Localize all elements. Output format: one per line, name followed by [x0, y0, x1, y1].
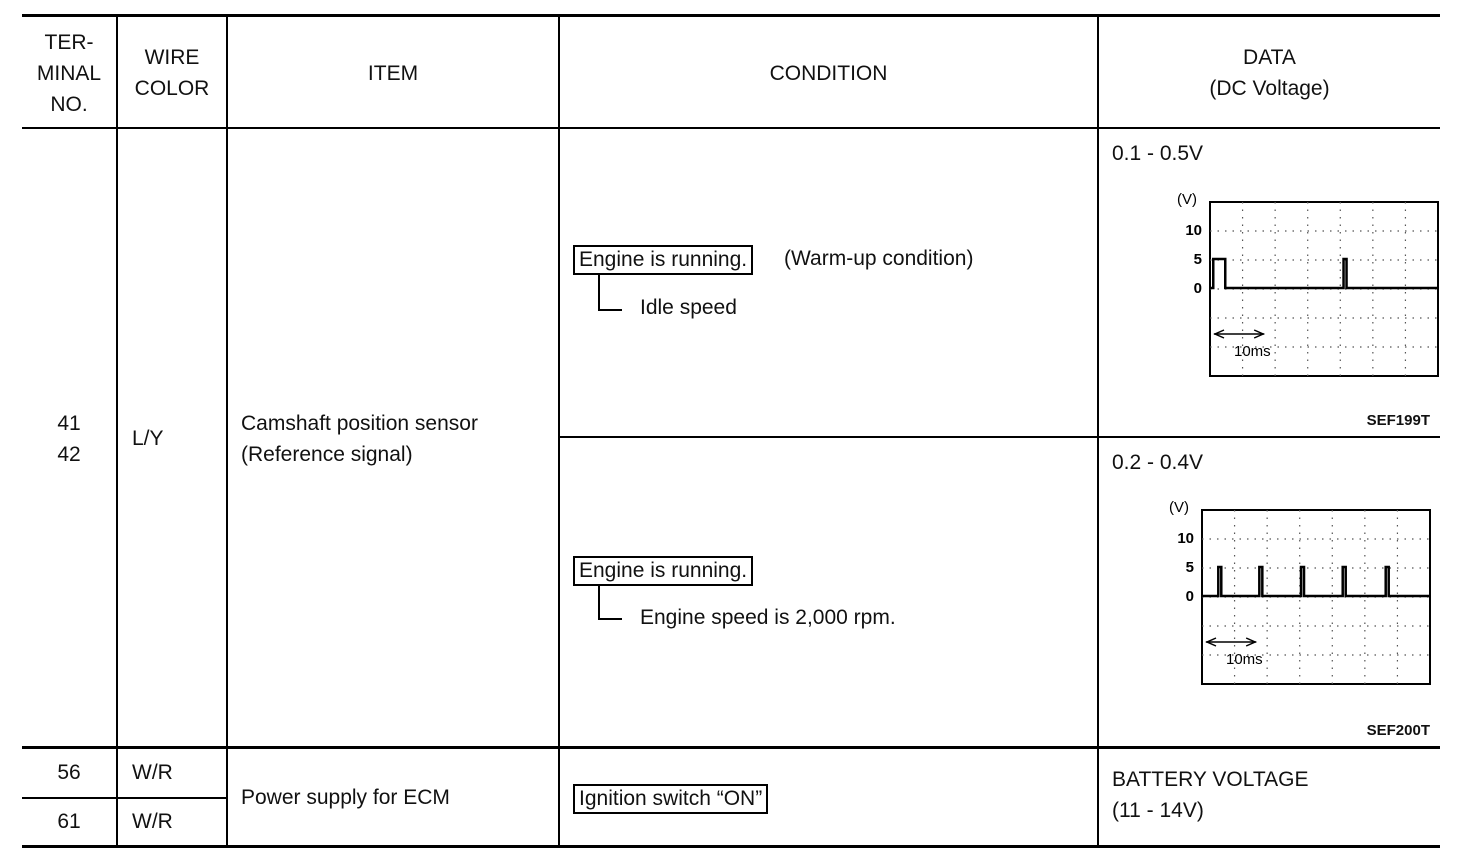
condition-separator	[559, 436, 1440, 438]
condition-ignition-on-box: Ignition switch “ON”	[573, 784, 768, 814]
waveform-chart-idle	[1160, 186, 1445, 386]
header-condition: CONDITION	[769, 62, 888, 85]
data-voltage-range-2: 0.2 - 0.4V	[1112, 451, 1204, 474]
table-bottom-rule	[22, 845, 1440, 848]
y-tick-label: 10	[1185, 222, 1202, 239]
data-battery-voltage-line-1: BATTERY VOLTAGE	[1112, 768, 1309, 791]
wire-color-wr-61: W/R	[132, 810, 173, 833]
y-tick-label: 0	[1193, 280, 1202, 297]
condition-sub-bracket-2	[598, 586, 622, 620]
y-tick-label: 5	[1193, 251, 1202, 268]
col-divider-2	[226, 16, 228, 846]
header-wire-color	[118, 42, 226, 104]
terminal-no-41: 41	[57, 412, 81, 435]
header-data	[1099, 42, 1440, 104]
waveform-trace	[1202, 567, 1430, 596]
data-voltage-range-1: 0.1 - 0.5V	[1112, 142, 1204, 165]
item-camshaft-line-1: Camshaft position sensor	[241, 412, 478, 435]
terminal-wire-separator	[22, 797, 227, 799]
item-power-supply: Power supply for ECM	[241, 786, 450, 809]
item-camshaft-line-2: (Reference signal)	[241, 443, 413, 466]
y-tick-label: 5	[1185, 559, 1194, 576]
condition-idle-speed: Idle speed	[640, 296, 737, 319]
condition-sub-bracket	[598, 275, 622, 311]
header-item: ITEM	[367, 62, 419, 85]
row-separator	[22, 746, 1440, 749]
waveform-trace	[1210, 259, 1438, 288]
header-terminal	[22, 27, 116, 120]
time-marker-label: 10ms	[1226, 651, 1263, 668]
header-terminal-line-3: NO.	[50, 93, 88, 116]
y-tick-label: 0	[1185, 588, 1194, 605]
header-terminal-line-2: MINAL	[36, 62, 102, 85]
terminal-no-61: 61	[57, 810, 81, 833]
time-marker-label: 10ms	[1234, 343, 1271, 360]
wire-color-wr-56: W/R	[132, 761, 173, 784]
condition-warmup-text: (Warm-up condition)	[784, 247, 974, 270]
waveform-chart-2000rpm	[1152, 494, 1437, 689]
header-wire-line-1: WIRE	[144, 46, 200, 69]
data-battery-voltage-line-2: (11 - 14V)	[1112, 799, 1204, 822]
header-bottom-rule	[22, 127, 1440, 129]
header-data-line-2: (DC Voltage)	[1209, 77, 1330, 100]
table-top-rule	[22, 14, 1440, 17]
figure-id-sef199t: SEF199T	[1366, 412, 1430, 429]
figure-id-sef200t: SEF200T	[1366, 722, 1430, 739]
y-unit-label: (V)	[1177, 191, 1197, 208]
terminal-no-56: 56	[57, 761, 81, 784]
col-divider-4	[1097, 16, 1099, 846]
terminal-no-42: 42	[57, 443, 81, 466]
col-divider-1	[116, 16, 118, 846]
condition-engine-running-box-2: Engine is running.	[573, 556, 753, 586]
condition-engine-speed: Engine speed is 2,000 rpm.	[640, 606, 896, 629]
header-terminal-line-1: TER-	[44, 31, 94, 54]
y-tick-label: 10	[1177, 530, 1194, 547]
col-divider-3	[558, 16, 560, 846]
header-data-line-1: DATA	[1243, 46, 1296, 69]
wire-color-ly: L/Y	[132, 427, 164, 450]
condition-engine-running-box: Engine is running.	[573, 245, 753, 275]
y-unit-label: (V)	[1169, 499, 1189, 516]
header-wire-line-2: COLOR	[134, 77, 210, 100]
